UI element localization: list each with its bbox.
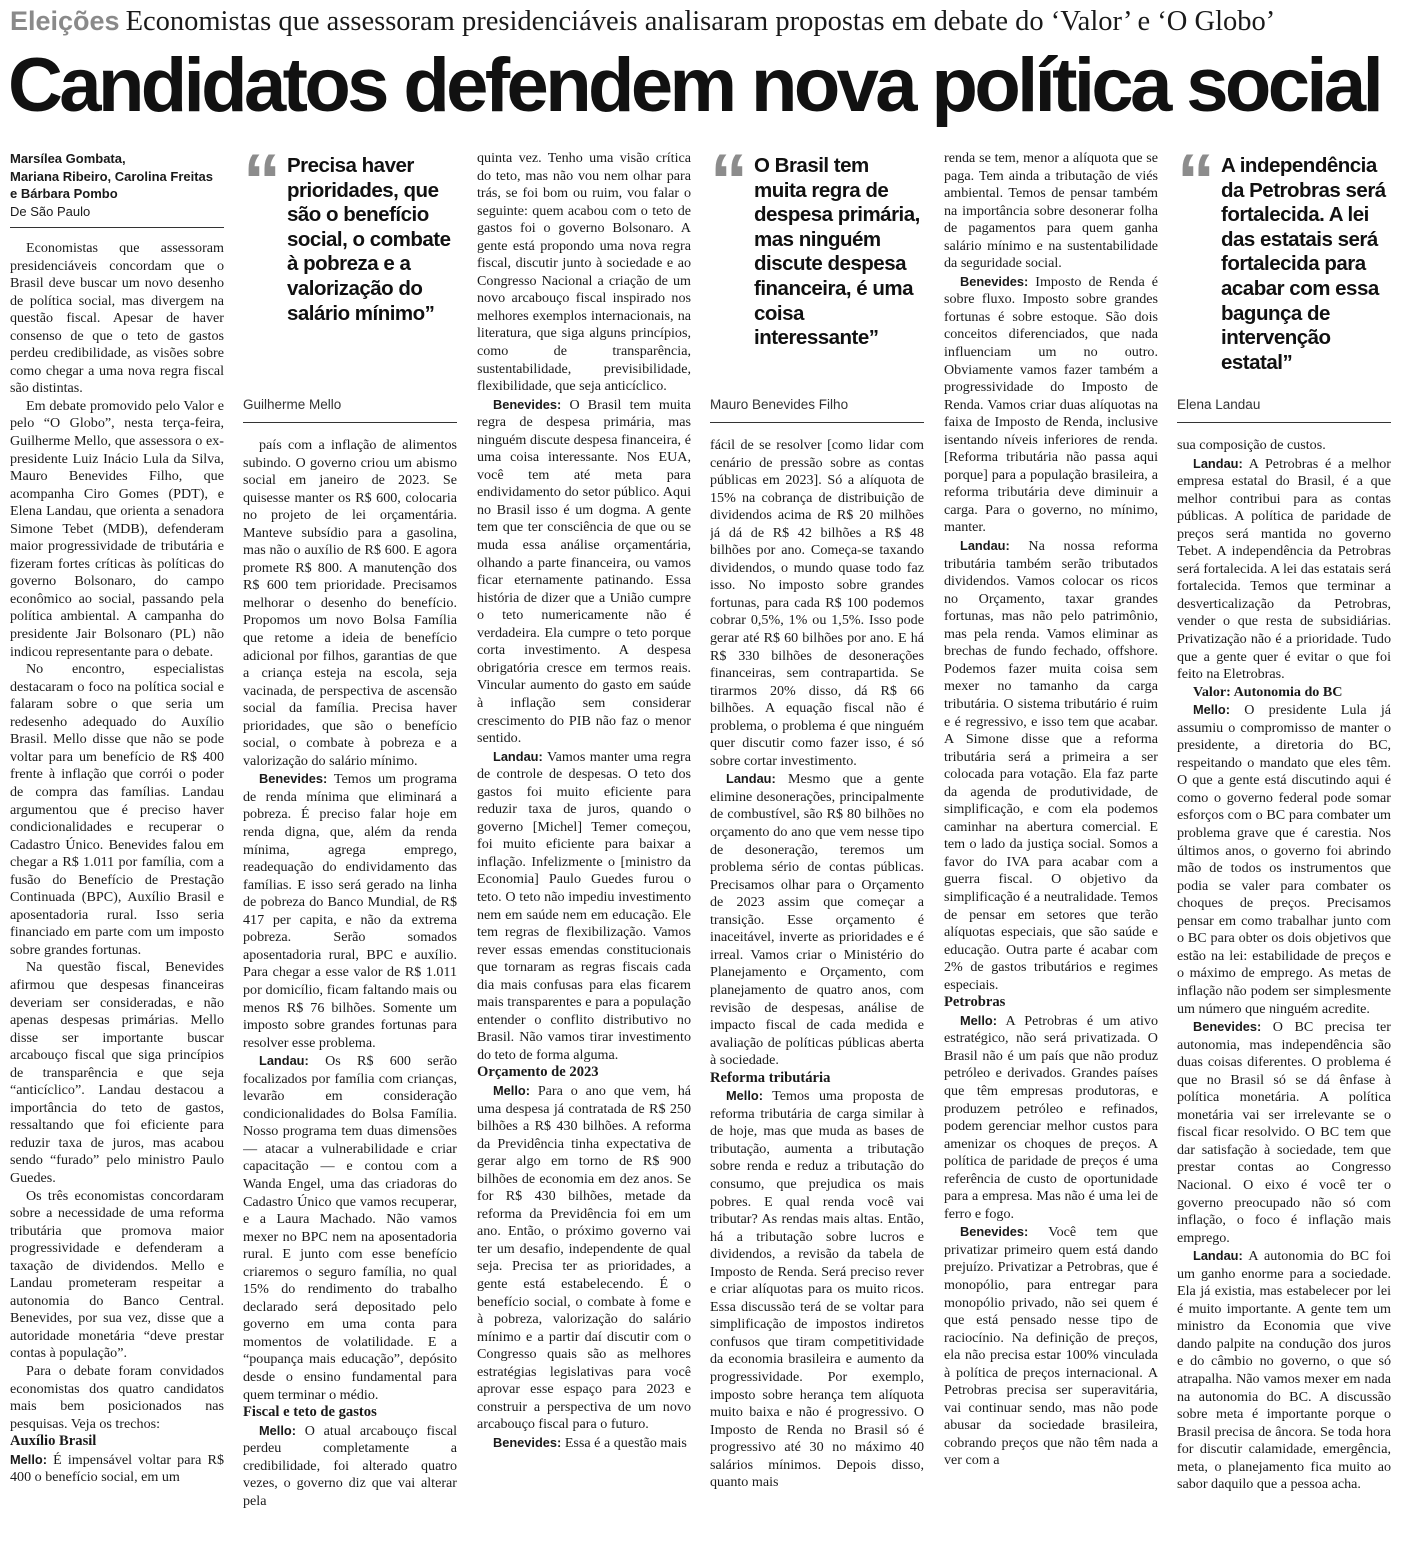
- speaker-label: Benevides:: [493, 1434, 562, 1450]
- column-6: [1177, 150, 1391, 1558]
- paragraph: [1177, 1018, 1391, 1247]
- subhead-auxilio: Auxílio Brasil: [10, 1433, 97, 1450]
- speaker-label: Mello:: [493, 1082, 530, 1098]
- kicker-text: Economistas que assessoram presidenciáveis analisaram propostas em debate do ‘Valor’ e ‘O Globo’: [125, 6, 1276, 37]
- section-tag: Eleições: [10, 6, 120, 36]
- column-5: [944, 150, 1158, 1558]
- paragraph-text: O atual arcabouço fiscal perdeu completamente a credibilidade, foi alterado quatro vezes, o governo diz que vai alterar pela: [243, 1422, 457, 1509]
- speaker-label: Landau:: [259, 1053, 309, 1069]
- pull-quote-text: O Brasil tem muita regra de despesa primária, mas ninguém discute despesa financeira, é uma coisa interessante”: [754, 154, 920, 350]
- column-4: [710, 150, 924, 1558]
- paragraph: [944, 1012, 1158, 1224]
- paragraph-text: Na nossa reforma tributária também serão tributados dividendos. Vamos colocar os ricos no Orçamento, taxar grandes fortunas, mas não pelo patrimônio, mas pela renda. Vamos eliminar as brechas de fundo fechado, offshore. Podemos fazer muita coisa sem mexer no tamanho da carga tributária. O sistema tributário é ruim e é regressivo, e isso tem que acabar. A Simone disse que a reforma tributária será a primeira a ser colocada para votação. Ela faz parte da agenda de produtividade, de simplificação, e com ela podemos caminhar na abertura comercial. E tem o lado da justiça social. Somos a favor do IVA para acabar com a guerra fiscal. O objetivo da simplificação é a neutralidade. Temos de pensar em setores que terão alíquotas especiais, que são saúde e educação. Outra parte é acabar com 2% de gastos tributários e regimes especiais.: [944, 538, 1158, 993]
- speaker-label: Landau:: [726, 771, 776, 787]
- paragraph-text: A autonomia do BC foi um ganho enorme para a sociedade. Ela já existia, mas estabelecer por lei é muito importante. A gente tem um ministro da Economia que vive dando palpite na condução dos juros e do câmbio no governo, o que só atrapalha. Não vamos mexer em nada na autonomia do BC. A discussão sobre meta é importante porque o Brasil precisa de âncora. Se toda hora for discutir calamidade, emergência, meta, o planejamento fica muito ao sabor daquilo que a pessoa acha.: [1177, 1248, 1391, 1493]
- paragraph-text: Você tem que privatizar primeiro quem está dando prejuízo. Privatizar a Petrobras, que é monopólio, para entregar para monopólio privado, não sei quem é que está pensado nesse tipo de raciocínio. Na definição de preços, ela não precisa estar 100% vinculada à política de preços internacional. A Petrobras precisa ser superavitária, vai continuar sendo, mas não pode abusar da sociedade brasileira, cobrando preços que não têm nada a ver com a: [944, 1224, 1158, 1469]
- paragraph: [477, 396, 691, 748]
- paragraph: [1177, 455, 1391, 684]
- byline-divider: [10, 227, 224, 228]
- speaker-label: Benevides:: [960, 1224, 1029, 1240]
- paragraph: [477, 1434, 691, 1453]
- pull-quote-author: Elena Landau: [1177, 397, 1261, 413]
- quote-mark-icon: “: [1177, 150, 1215, 224]
- paragraph: [243, 770, 457, 1052]
- subhead-orcamento: Orçamento de 2023: [477, 1064, 599, 1081]
- kicker-line: [10, 3, 1400, 39]
- paragraph-text: A Petrobras é a melhor empresa estatal do Brasil, é a que melhor contribui para as contas públicas. A política de paridade de preços será mantida no governo Tebet. A independência da Petrobras será fortalecida. A lei das estatais será fortalecida. Temos que terminar a desverticalização da Petrobras, vender o que resta de subsidiárias. Privatização não é a prioridade. Tudo que a gente quer é evitar o que foi feito na Eletrobras.: [1177, 455, 1391, 683]
- paragraph: [944, 537, 1158, 994]
- paragraph-text: Os R$ 600 serão focalizados por família com crianças, levarão em consideração condicionalidades do Bolsa Família. Nosso programa tem duas dimensões — atacar a vulnerabilidade e criar capacitação — e contou com a Wanda Engel, uma das criadoras do Cadastro Único que vamos recuperar, e a Laura Machado. Não vamos mexer no BPC nem na aposentadoria rural. E junto com esse benefício criaremos o seguro família, no qual 15% do rendimento do trabalho declarado será depositado pelo governo em uma conta para momentos de volatilidade. E a “poupança mais educação”, depósito desde o ensino fundamental para quem terminar o médio.: [243, 1053, 457, 1403]
- pull-quote-author: Guilherme Mello: [243, 397, 342, 413]
- paragraph-text: Vamos manter uma regra de controle de despesas. O teto dos gastos foi muito eficiente para reduzir taxa de juros, quando o governo [Michel] Temer começou, foi muito eficiente para baixar a inflação. Infelizmente o [ministro da Economia] Paulo Guedes furou o teto. O teto não impediu investimento nem em saúde nem em educação. Ele tem regras de flexibilização. Vamos rever essas emendas constitucionais que tornaram as regras fiscais cada dia mais confusas para elas ficarem mais transparentes e para a população entender o conflito distributivo no Brasil. Não vamos tirar investimento do teto de forma alguma.: [477, 748, 691, 1063]
- pull-quote: [710, 150, 924, 423]
- pull-quote-text: A independência da Petrobras será fortalecida. A lei das estatais será fortalecida para acabar com essa bagunça de intervenção estatal”: [1221, 154, 1386, 374]
- subhead-bc: Valor: Autonomia do BC: [1193, 683, 1343, 700]
- speaker-label: Mello:: [1193, 702, 1230, 718]
- paragraph: Para o debate foram convidados economistas dos quatro candidatos mais bem posicionados nas pesquisas. Veja os trechos:: [10, 1363, 224, 1432]
- byline: [10, 150, 224, 220]
- paragraph: Na questão fiscal, Benevides afirmou que despesas financeiras deveriam ser consideradas, e não apenas despesas primárias. Mello disse ser importante buscar arcabouço fiscal que siga princípios de transparência e que seja “anticíclico”. Landau destacou a importância do teto de gastos, ressaltando que foi eficiente para reduzir taxa de juros, mas acabou sendo “furado” pelo ministro Paulo Guedes.: [10, 959, 224, 1186]
- paragraph: [944, 273, 1158, 537]
- paragraph: país com a inflação de alimentos subindo. O governo criou um abismo social em janeiro de 2023. Se quisesse manter os R$ 600, colocaria no projeto de lei orçamentária. Manteve subsídio para a gasolina, mas não o auxílio de R$ 600. E agora promete R$ 800. A manutenção dos R$ 600 tem prioridade. Precisamos melhorar o desenho do benefício. Propomos um novo Bolsa Família que retome a ideia de benefício adicional por filhos, garantias de que a criança esteja na escola, seja vacinada, de perspectiva de ascensão social da família. Precisa haver prioridades, que são o benefício social, o combate à pobreza e a valorização do salário mínimo.: [243, 437, 457, 769]
- speaker-label: Mello:: [10, 1451, 47, 1467]
- speaker-label: Landau:: [1193, 455, 1243, 471]
- paragraph-text: Imposto de Renda é sobre fluxo. Imposto sobre grandes fortunas é sobre estoque. São dois conceitos diferenciados, que nada influenciam um no outro. Obviamente vamos fazer também a progressividade do Imposto de Renda. Vamos criar duas alíquotas na faixa de Imposto de Renda, inclusive isentando níveis inferiores de renda. [Reforma tributária não passa aqui porque] para a população brasileira, a reforma tributária deve diminuir a carga. Para o governo, no mínimo, manter.: [944, 273, 1158, 536]
- paragraph: fácil de se resolver [como lidar com cenário de pressão sobre as contas públicas em 2023]. Só a alíquota de 15% na cobrança de distribuição de dividendos acima de R$ 20 milhões já dá de R$ 42 bilhões a R$ 48 bilhões por ano. Começa-se taxando dividendos, o mundo quase todo faz isso. No imposto sobre grandes fortunas, para cada R$ 100 podemos cobrar 0,5%, 1% ou 1,5%. Isso pode gerar até R$ 60 bilhões por ano. E há R$ 330 bilhões de desonerações financeiras, sem contrapartida. Se tirarmos 20% disso, dá R$ 66 bilhões. A equação fiscal não é problema, o problema é que ninguém quer discutir como fazer isso, é só sobre cortar investimento.: [710, 437, 924, 769]
- paragraph-text: O BC precisa ter autonomia, mas independência são duas coisas diferentes. O problema é que no Brasil só se dá ênfase à política monetária. A política monetária vai ser irrelevante se o fiscal ficar resolvido. O BC tem que dar satisfação à sociedade, tem que prestar contas ao Congresso Nacional. O eixo é você ter o governo preocupado não só com inflação, o foco é inflação mais emprego.: [1177, 1019, 1391, 1246]
- pull-quote-text: Precisa haver prioridades, que são o benefício social, o combate à pobreza e a valorização do salário mínimo”: [287, 154, 451, 325]
- column-2: [243, 150, 457, 1558]
- paragraph: sua composição de custos.: [1177, 437, 1326, 453]
- subhead-petrobras: Petrobras: [944, 994, 1006, 1011]
- paragraph: [1177, 1247, 1391, 1494]
- paragraph: Economistas que assessoram presidenciáveis concordam que o Brasil deve buscar um novo desenho de política social, mas divergem na questão fiscal. Apesar de haver consenso de que o teto de gastos perdeu credibilidade, as visões sobre como chegar a uma nova regra fiscal são distintas.: [10, 240, 224, 397]
- paragraph-text: É impensável voltar para R$ 400 o benefício social, em um: [10, 1451, 224, 1486]
- paragraph: Em debate promovido pelo Valor e pelo “O Globo”, nesta terça-feira, Guilherme Mello, que assessora o ex-presidente Luiz Inácio Lula da Silva, Mauro Benevides Filho, que acompanha Ciro Gomes (PDT), e Elena Landau, que orienta a senadora Simone Tebet (MDB), defenderam maior progressividade de tributária e fizeram fortes críticas às políticas do governo Bolsonaro, do campo econômico ao social, passando pela política ambiental. A campanha do presidente Jair Bolsonaro (PL) não indicou representante para o debate.: [10, 397, 224, 660]
- speaker-label: Benevides:: [493, 396, 562, 412]
- paragraph: renda se tem, menor a alíquota que se paga. Tem ainda a tributação de viés ambiental. Temos de pensar também na importância sobre desonerar folha de pagamentos para quem ganha salário mínimo e na sustentabilidade da seguridade social.: [944, 150, 1158, 272]
- paragraph: [10, 1451, 224, 1487]
- column-3: [477, 150, 691, 1558]
- speaker-label: Benevides:: [960, 273, 1029, 289]
- paragraph: [243, 1052, 457, 1404]
- quote-mark-icon: “: [710, 150, 748, 224]
- paragraph-text: Temos uma proposta de reforma tributária de carga similar à de hoje, mas que muda as bases de tributação, aumenta a tributação sobre renda e reduz a tributação do consumo, que prejudica os mais pobres. E qual renda você vai tributar? As rendas mais altas. Então, há a tributação sobre lucros e dividendos, a revisão da tabela de Imposto de Renda. Será preciso rever e criar alíquotas para os muito ricos. Essa discussão terá de se voltar para simplificação de impostos indiretos confusos que tiram competitividade da economia brasileira e aumento da progressividade. Por exemplo, imposto sobre herança tem alíquota muito baixa e não é progressivo. O Imposto de Renda no Brasil só é progressivo até 30 no máximo 40 salários mínimos. Depois disso, quanto mais: [710, 1088, 924, 1491]
- paragraph: [944, 1223, 1158, 1470]
- subhead-fiscal: Fiscal e teto de gastos: [243, 1404, 377, 1421]
- byline-location: De São Paulo: [10, 203, 91, 219]
- pull-quote: [1177, 150, 1391, 423]
- paragraph-text: O Brasil tem muita regra de despesa primária, mas ninguém discute despesa financeira, é uma coisa interessante. Nos EUA, você tem até meta para endividamento do setor público. Aqui no Brasil isso é um dogma. A gente tem que ter consciência de que ou se muda essa análise orçamentária, olhando a parte financeira, ou vamos ficar eternamente patinando. Essa história de dizer que a União cumpre o teto numericamente não é verdadeira. Ela cumpre o teto porque corta investimento. A despesa obrigatória cresce em termos reais. Vincular aumento do gasto em saúde à inflação sem considerar crescimento do PIB não faz o menor sentido.: [477, 396, 691, 747]
- paragraph: quinta vez. Tenho uma visão crítica do teto, mas não vou nem olhar para trás, se foi bom ou ruim, vou falar o seguinte: quem acabou com o teto de gastos foi o governo Bolsonaro. A gente está propondo uma nova regra fiscal, discutir junto à sociedade e ao Congresso Nacional a criação de um novo arcabouço fiscal inspirado nos melhores exemplos internacionais, na literatura, que siga alguns princípios, como de transparência, sustentabilidade, previsibilidade, flexibilidade, que seja anticíclico.: [477, 150, 691, 395]
- speaker-label: Mello:: [960, 1012, 997, 1028]
- speaker-label: Benevides:: [259, 771, 328, 787]
- column-1: [10, 150, 224, 1558]
- author-line: Marsílea Gombata,: [10, 151, 126, 166]
- pull-quote: [243, 150, 457, 423]
- paragraph: [1177, 701, 1391, 1018]
- speaker-label: Mello:: [259, 1422, 296, 1438]
- speaker-label: Mello:: [726, 1088, 763, 1104]
- paragraph: [243, 1422, 457, 1511]
- speaker-label: Landau:: [493, 748, 543, 764]
- speaker-label: Landau:: [960, 538, 1010, 554]
- paragraph-text: Para o ano que vem, há uma despesa já contratada de R$ 250 bilhões a R$ 430 bilhões. A reforma da Previdência tinha expectativa de gerar algo em torno de R$ 900 bilhões de economia em dez anos. Se for R$ 430 bilhões, metade da reforma da Previdência foi em um ano. Então, o próximo governo vai ter um desafio, independente de qual seja. Precisa ter as prioridades, a gente está estabelecendo. É o benefício social, o combate à fome e à pobreza, valorização do salário mínimo e a partir daí discutir com o Congresso quais são as melhores estratégias legislativas para você aprovar esse espaço para 2023 e construir a perspectiva de um novo arcabouço fiscal para o futuro.: [477, 1082, 691, 1433]
- paragraph: [710, 770, 924, 1069]
- paragraph: [710, 1087, 924, 1492]
- paragraph-text: Temos um programa de renda mínima que eliminará a pobreza. É preciso falar hoje em renda digna, que, além da renda mínima, agrega emprego, readequação do endividamento das famílias. E isso será gerado na linha de pobreza do Banco Mundial, de R$ 417 per capita, e não da extrema pobreza. Serão somados aposentadoria rural, BPC e auxílio. Para chegar a esse valor de R$ 1.011 por domicílio, ficam faltando mais ou menos R$ 76 bilhões. Somente um imposto sobre grandes fortunas para resolver esse problema.: [243, 771, 457, 1051]
- pull-quote-author: Mauro Benevides Filho: [710, 397, 849, 413]
- paragraph-text: Mesmo que a gente elimine desonerações, principalmente de combustível, são R$ 80 bilhões no orçamento do ano que vem nesse tipo de desoneração, teremos um problema sério de contas públicas. Precisamos olhar para o Orçamento de 2023 assim que começar a transição. Esse orçamento é inaceitável, inverte as prioridades e é irreal. Vamos criar o Ministério do Planejamento e Orçamento, com planejamento de quatro anos, com revisão de despesas, análise de impacto fiscal de cada medida e avaliação de políticas públicas aberta à sociedade.: [710, 771, 924, 1069]
- author-line: Mariana Ribeiro, Carolina Freitas: [10, 168, 214, 184]
- quote-mark-icon: “: [243, 150, 281, 224]
- paragraph-text: O presidente Lula já assumiu o compromisso de manter o presidente, a diretoria do BC, respeitando o mandato que eles têm. O que a gente está discutindo aqui é como o governo federal pode somar esforços com o BC para combater um problema grave que é carestia. Nos últimos anos, o governo foi abrindo mão de todos os instrumentos que podia se valer para combater os choques de preços. Precisamos pensar em como trabalhar junto com o BC para obter os dois objetivos que estão na lei: estabilidade de preços e o máximo de emprego. As metas de inflação não podem ser simplesmente um número que ninguém acredite.: [1177, 702, 1391, 1017]
- speaker-label: Landau:: [1193, 1248, 1243, 1264]
- headline: Candidatos defendem nova política social: [8, 43, 1381, 128]
- paragraph: [477, 748, 691, 1065]
- subhead-reforma: Reforma tributária: [710, 1069, 831, 1086]
- author-line: e Bárbara Pombo: [10, 186, 118, 201]
- paragraph: No encontro, especialistas destacaram o foco na política social e falaram sobre o que seria um redesenho adequado do Auxílio Brasil. Mello disse que não se pode voltar para um benefício de R$ 400 frente à inflação que corrói o poder de compra das famílias. Landau argumentou que é preciso haver condicionalidades e recuperar o Cadastro Único. Benevides falou em chegar a R$ 1.011 por família, com a fusão do Benefício de Prestação Continuada (BPC), Auxílio Brasil e aposentadoria rural. Isso seria financiado em parte com um imposto sobre grandes fortunas.: [10, 661, 224, 958]
- speaker-label: Benevides:: [1193, 1019, 1262, 1035]
- paragraph-text: A Petrobras é um ativo estratégico, não será privatizada. O Brasil não é um país que não produz petróleo e derivados. Grandes países que têm empresas produtoras, e produzem petróleo e refinados, podem gerenciar melhor custos para amenizar os choques de preços. A política de paridade de preços é uma referência de custo de oportunidade para a empresa. Mas não é uma lei de ferro e fogo.: [944, 1012, 1158, 1222]
- paragraph: [477, 1082, 691, 1434]
- paragraph: Os três economistas concordaram sobre a necessidade de uma reforma tributária que promova maior progressividade e defenderam a taxação de dividendos. Mello e Landau prometeram respeitar a autonomia do Banco Central. Benevides, por sua vez, disse que a autoridade monetária “deve prestar contas à população”.: [10, 1187, 224, 1362]
- paragraph-text: Essa é a questão mais: [564, 1434, 687, 1451]
